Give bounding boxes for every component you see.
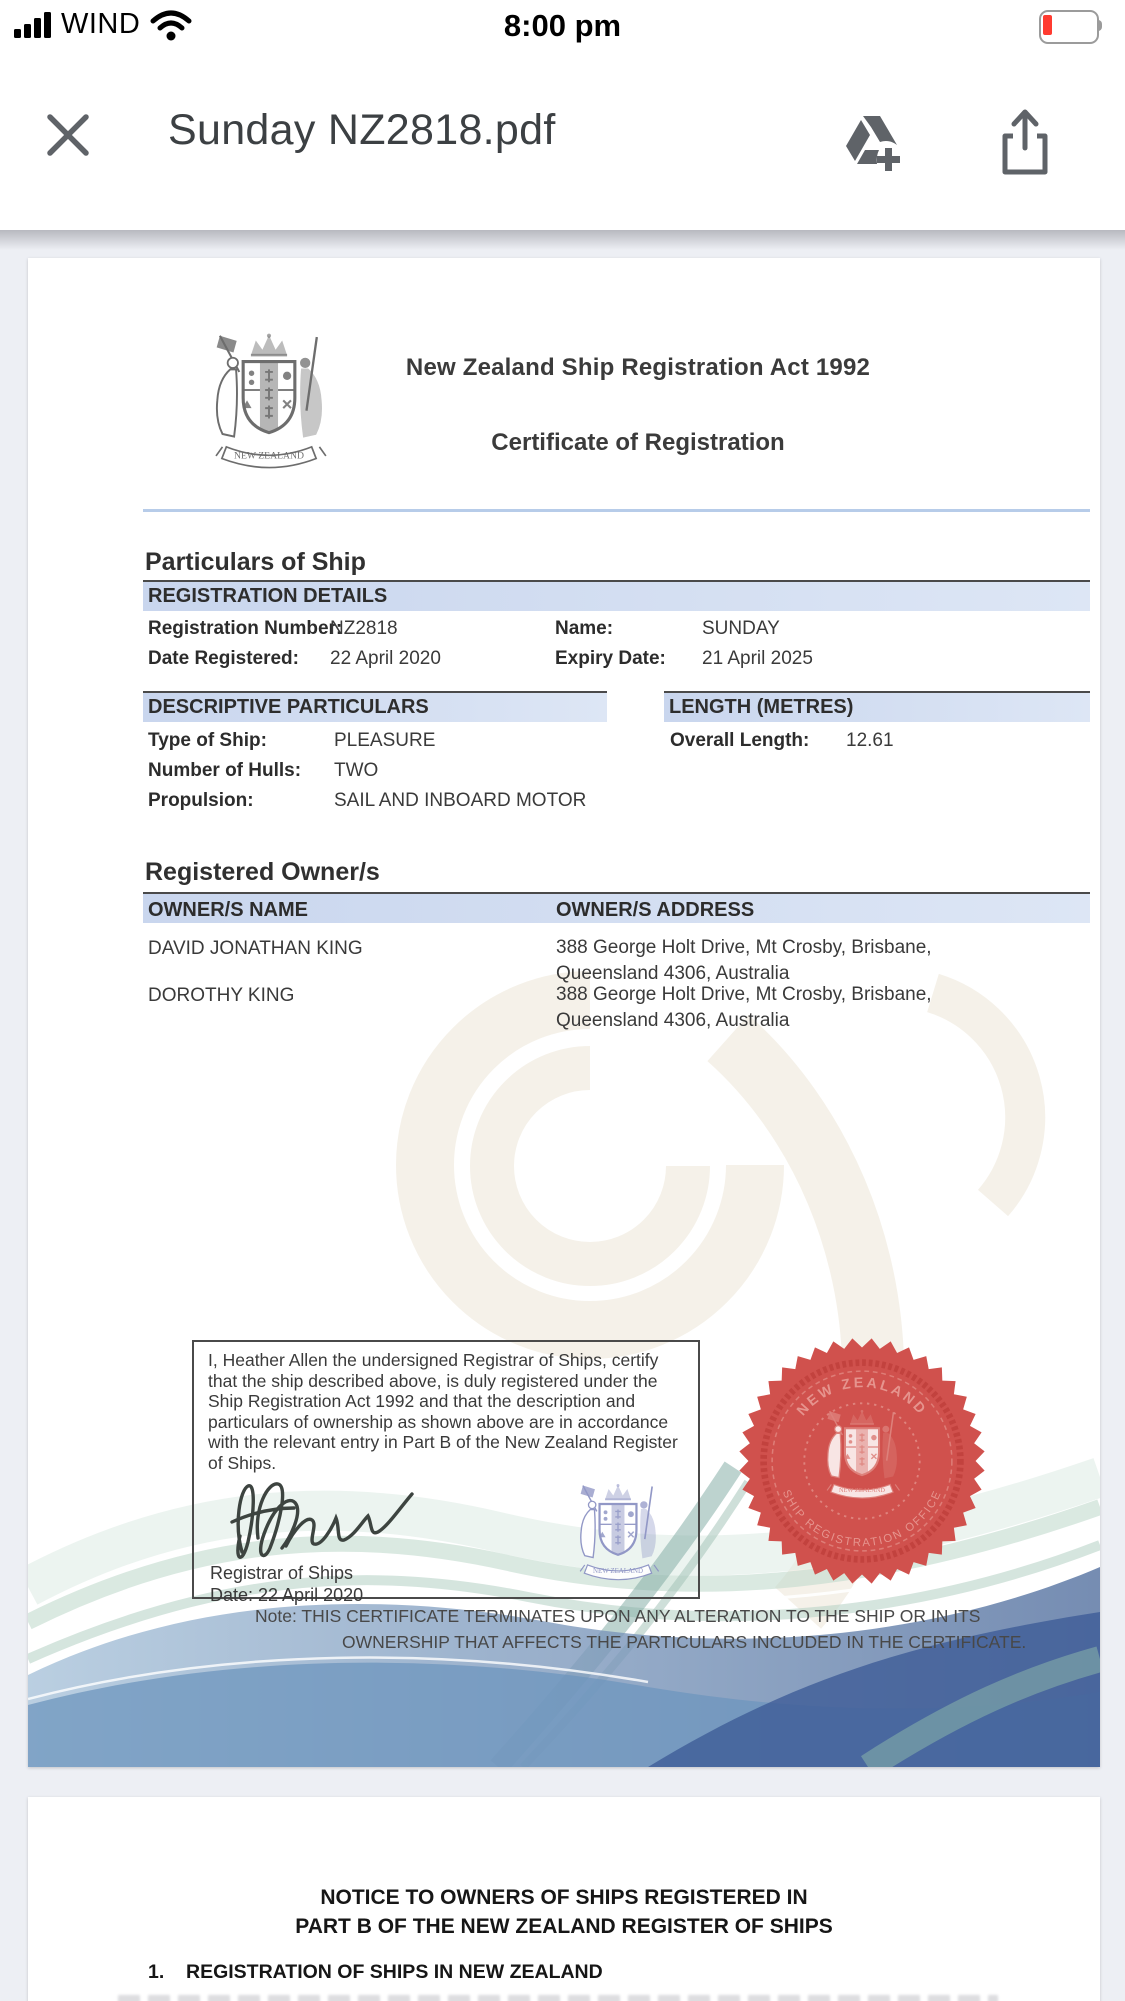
- field-label: Propulsion:: [148, 790, 254, 811]
- field-value: SAIL AND INBOARD MOTOR: [334, 790, 587, 811]
- registration-seal: [739, 1338, 985, 1584]
- act-title: New Zealand Ship Registration Act 1992: [405, 354, 871, 381]
- particulars-heading: Particulars of Ship: [145, 548, 366, 576]
- field-value: 12.61: [846, 730, 894, 751]
- carrier-label: WIND: [61, 8, 141, 40]
- document-title: Sunday NZ2818.pdf: [168, 106, 556, 154]
- owner-address-line: 388 George Holt Drive, Mt Crosby, Brisbane,: [556, 937, 932, 958]
- owners-address-header: OWNER/S ADDRESS: [556, 899, 755, 921]
- header-divider: [143, 509, 1090, 512]
- field-label: Registration Number:: [148, 618, 343, 639]
- pdf-page-1: [28, 258, 1100, 1767]
- owner-address: [556, 982, 932, 1034]
- signed-role: Registrar of Ships: [210, 1563, 354, 1583]
- owner-address-line: 388 George Holt Drive, Mt Crosby, Brisbane,: [556, 984, 932, 1005]
- owners-heading: Registered Owner/s: [145, 858, 380, 886]
- field-value: TWO: [334, 760, 379, 781]
- pdf-scroll-area[interactable]: [0, 230, 1125, 2001]
- notice-line: PART B OF THE NEW ZEALAND REGISTER OF SHIPS: [295, 1915, 833, 1938]
- length-header: LENGTH (METRES): [664, 693, 1090, 722]
- field-label: Date Registered:: [148, 648, 299, 669]
- certification-statement: [208, 1350, 688, 1473]
- battery-low-icon: [1039, 10, 1105, 40]
- field-label: Name:: [555, 618, 614, 639]
- note-line-1: Note: THIS CERTIFICATE TERMINATES UPON ANY ALTERATION TO THE SHIP OR IN ITS: [255, 1606, 981, 1626]
- field-label: Type of Ship:: [148, 730, 267, 751]
- nz-coat-of-arms: [178, 328, 360, 496]
- owner-name: DOROTHY KING: [148, 985, 295, 1006]
- notice-line: NOTICE TO OWNERS OF SHIPS REGISTERED IN: [320, 1886, 808, 1909]
- descriptive-header: DESCRIPTIVE PARTICULARS: [143, 693, 607, 722]
- field-label: Expiry Date:: [555, 648, 666, 669]
- certification-box: [192, 1340, 700, 1605]
- field-value: PLEASURE: [334, 730, 436, 751]
- pdf-viewer-header: [0, 56, 1125, 230]
- registration-details-header: REGISTRATION DETAILS: [143, 582, 1090, 611]
- note-line-2: OWNERSHIP THAT AFFECTS THE PARTICULARS INCLUDED IN THE CERTIFICATE.: [342, 1632, 1027, 1652]
- statement-line: that the ship described above, is duly registered under the: [208, 1370, 658, 1391]
- owner-name: DAVID JONATHAN KING: [148, 938, 363, 959]
- statement-line: I, Heather Allen the undersigned Registrar of Ships, certify: [208, 1350, 659, 1370]
- close-icon[interactable]: [42, 109, 94, 161]
- field-value: 21 April 2025: [702, 648, 813, 669]
- share-icon[interactable]: [987, 104, 1063, 180]
- seal-bottom-text: SHIP REGISTRATION OFFICE: [779, 1488, 945, 1550]
- field-label: Number of Hulls:: [148, 760, 302, 781]
- field-value: SUNDAY: [702, 618, 780, 639]
- certificate-title: Certificate of Registration: [491, 429, 785, 456]
- statement-line: of Ships.: [208, 1452, 277, 1473]
- section-title: REGISTRATION OF SHIPS IN NEW ZEALAND: [186, 1961, 603, 1983]
- truncated-text-line: [118, 1995, 998, 2001]
- owners-name-header: OWNER/S NAME: [148, 899, 308, 921]
- field-value: NZ2818: [330, 618, 398, 639]
- signed-date: Date: 22 April 2020: [210, 1585, 364, 1605]
- statement-line: with the relevant entry in Part B of the New Zealand Register: [208, 1432, 678, 1452]
- pdf-page-2: [28, 1797, 1100, 2001]
- header-shadow: [0, 230, 1125, 250]
- seal-top-text: NEW ZEALAND: [793, 1375, 931, 1420]
- clock: 8:00 pm: [503, 8, 622, 43]
- notice-heading: [28, 1883, 1100, 1941]
- crest-watermark-small: [560, 1480, 676, 1600]
- status-bar: [0, 0, 1125, 56]
- registrar-signature: [224, 1464, 454, 1574]
- owner-address-line: Queensland 4306, Australia: [556, 1010, 790, 1031]
- statement-line: Ship Registration Act 1992 and that the description and: [208, 1391, 636, 1411]
- drive-add-icon[interactable]: [833, 104, 909, 180]
- section-number: 1.: [148, 1961, 165, 1983]
- owner-address-line: Queensland 4306, Australia: [556, 963, 790, 984]
- field-label: Overall Length:: [670, 730, 810, 751]
- statement-line: particulars of ownership as shown above are in accordance: [208, 1411, 669, 1432]
- owner-address: [556, 935, 932, 987]
- field-value: 22 April 2020: [330, 648, 441, 669]
